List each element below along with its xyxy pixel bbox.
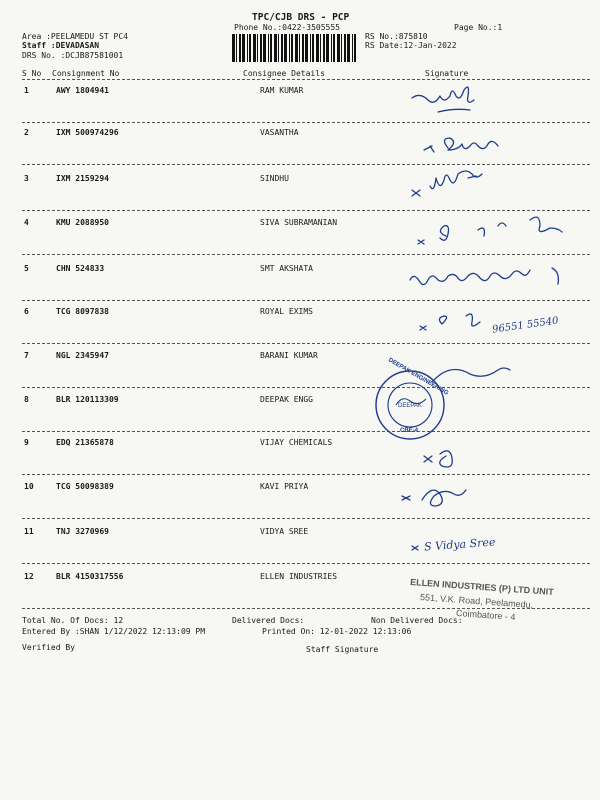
deepak-stamp-text: DEEPAK ENGINEERING (387, 357, 450, 397)
signature-7 (432, 368, 510, 382)
deepak-stamp-city: CBE-4 (400, 428, 419, 434)
row-sno: 5 (24, 264, 29, 273)
signature-5 (410, 268, 558, 285)
signature-11 (412, 546, 418, 550)
rs-date: RS Date:12-Jan-2022 (365, 41, 457, 50)
ellen-stamp-line3: Coimbatore - 4 (455, 607, 516, 623)
row-consignment: BLR 120113309 (56, 395, 119, 404)
signature-9 (424, 451, 452, 467)
non-delivered-docs: Non Delivered Docs: (371, 616, 463, 625)
col-consignee: Consignee Details (243, 69, 325, 78)
signature-4 (418, 217, 562, 244)
row-consignment: BLR 4150317556 (56, 572, 124, 581)
row-consignment: KMU 2088950 (56, 218, 109, 227)
document-title: TPC/CJB DRS - PCP (252, 12, 350, 23)
row-consignee: VASANTHA (260, 128, 299, 137)
row-consignee: SIVA SUBRAMANIAN (260, 218, 338, 227)
printed-on: Printed On: 12-01-2022 12:13:06 (262, 627, 412, 636)
row-sno: 7 (24, 351, 29, 360)
col-sno: S No (22, 69, 42, 78)
total-docs: Total No. Of Docs: 12 (22, 616, 124, 625)
row-consignee: SMT AKSHATA (260, 264, 313, 273)
row-sno: 10 (24, 482, 34, 491)
row-consignee: VIJAY CHEMICALS (260, 438, 333, 447)
signature-3 (412, 171, 482, 196)
row-sno: 3 (24, 174, 29, 183)
deepak-stamp-center: DEEPAK (398, 403, 422, 409)
row-consignment: AWY 1804941 (56, 86, 109, 95)
row-consignment: IXM 2159294 (56, 174, 109, 183)
row-consignment: NGL 2345947 (56, 351, 109, 360)
row-consignment: EDQ 21365878 (56, 438, 114, 447)
row-sno: 2 (24, 128, 29, 137)
vidya-signature: S Vidya Sree (423, 535, 496, 554)
drs-number: DRS No. :DCJB87581001 (22, 51, 124, 60)
row-consignment: TNJ 3270969 (56, 527, 109, 536)
ellen-stamp-line2: 551, V.K. Road, Peelamedu, (419, 592, 534, 610)
row-sno: 9 (24, 438, 29, 447)
row-consignee: DEEPAK ENGG (260, 395, 313, 404)
verified-by: Verified By (22, 643, 75, 652)
row-sno: 8 (24, 395, 29, 404)
row-sno: 12 (24, 572, 34, 581)
ellen-stamp-line1: ELLEN INDUSTRIES (P) LTD UNIT (409, 576, 555, 598)
row-consignee: BARANI KUMAR (260, 351, 318, 360)
row-consignee: VIDYA SREE (260, 527, 309, 536)
signature-10 (402, 490, 466, 506)
row-consignment: IXM 500974296 (56, 128, 119, 137)
phone-handwritten: 96551 55540 (491, 315, 560, 336)
staff-signature: Staff Signature (306, 645, 379, 654)
row-sno: 11 (24, 527, 34, 536)
staff-label: Staff :DEVADASAN (22, 41, 100, 50)
row-sno: 4 (24, 218, 29, 227)
row-consignment: TCG 50098389 (56, 482, 114, 491)
row-consignee: ELLEN INDUSTRIES (260, 572, 338, 581)
row-consignment: CHN 524833 (56, 264, 105, 273)
phone-number: Phone No.:0422-3505555 (234, 23, 340, 32)
col-signature: Signature (425, 69, 469, 78)
rs-number: RS No.:875810 (365, 32, 428, 41)
col-consignment: Consignment No (52, 69, 120, 78)
entered-by: Entered By :SHAN 1/12/2022 12:13:09 PM (22, 627, 206, 636)
delivered-docs: Delivered Docs: (232, 616, 305, 625)
page-number: Page No.:1 (454, 23, 503, 32)
row-consignee: RAM KUMAR (260, 86, 304, 95)
row-sno: 6 (24, 307, 29, 316)
row-consignment: TCG 8097838 (56, 307, 109, 316)
row-consignee: ROYAL EXIMS (260, 307, 313, 316)
row-sno: 1 (24, 86, 29, 95)
signature-6 (420, 314, 480, 330)
area-label: Area :PEELAMEDU ST PC4 (22, 32, 128, 41)
row-consignee: SINDHU (260, 174, 289, 183)
row-consignee: KAVI PRIYA (260, 482, 309, 491)
signature-2 (424, 138, 498, 152)
signature-1 (412, 87, 474, 102)
